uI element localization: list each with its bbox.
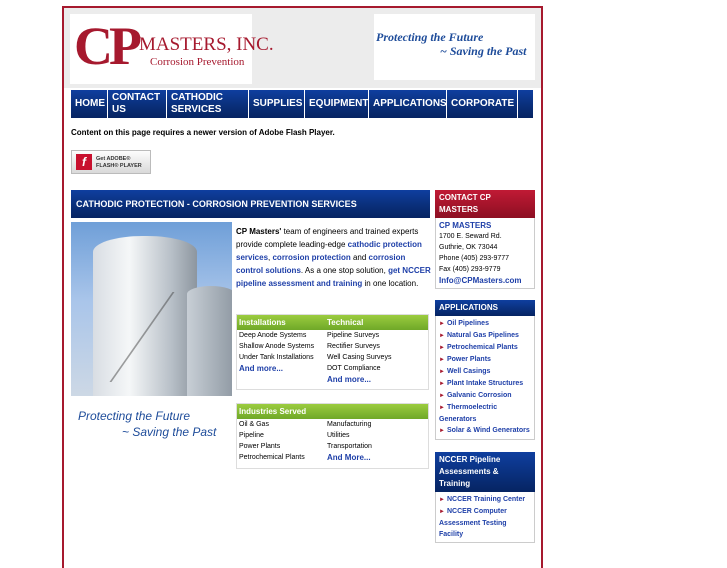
- flash-message: Content on this page requires a newer version of Adobe Flash Player.: [71, 128, 335, 137]
- nccer-panel: [435, 452, 535, 543]
- services-table: [236, 314, 429, 390]
- contact-phone: Phone (405) 293-9777: [439, 255, 510, 262]
- nav-contact-us[interactable]: CONTACT US: [108, 90, 167, 118]
- tagline-banner: [374, 14, 535, 80]
- list-item[interactable]: [439, 494, 531, 506]
- industries-more-link[interactable]: And More...: [327, 453, 371, 462]
- contact-panel-title: CONTACT CP MASTERS: [435, 190, 535, 218]
- table-cell: Oil & Gas: [239, 421, 269, 428]
- header: [64, 8, 541, 88]
- table-row: [237, 441, 428, 452]
- nav-end-cap: [518, 90, 534, 118]
- arrow-icon: ►: [439, 321, 445, 327]
- contact-panel-body: [435, 218, 535, 289]
- tagline-line-2: ~ Saving the Past: [440, 44, 527, 58]
- application-link[interactable]: Petrochemical Plants: [446, 344, 518, 351]
- nav-equipment[interactable]: EQUIPMENT: [305, 90, 369, 118]
- application-link[interactable]: Natural Gas Pipelines: [446, 332, 519, 339]
- table-cell: Deep Anode Systems: [239, 332, 307, 339]
- nav-applications[interactable]: APPLICATIONS: [369, 90, 447, 118]
- arrow-icon: ►: [439, 509, 445, 515]
- applications-panel-title: APPLICATIONS: [435, 300, 535, 316]
- contact-panel: [435, 190, 535, 289]
- page-frame: [62, 6, 543, 568]
- contact-email-link[interactable]: Info@CPMasters.com: [439, 276, 522, 285]
- industries-table: [236, 403, 429, 469]
- logo-letters: CP: [74, 16, 138, 76]
- arrow-icon: ►: [439, 357, 445, 363]
- link-nccer-pipeline[interactable]: get NCCER pipeline assessment and training: [236, 266, 431, 288]
- applications-list: [435, 316, 535, 440]
- tagline-line-1: Protecting the Future: [376, 30, 484, 44]
- link-corrosion-protection[interactable]: corrosion protection: [272, 253, 351, 262]
- table-row: [237, 452, 428, 463]
- flash-logo-icon: f: [76, 154, 92, 170]
- list-item[interactable]: [439, 506, 531, 540]
- list-item[interactable]: [439, 378, 531, 390]
- list-item[interactable]: [439, 390, 531, 402]
- list-item[interactable]: [439, 342, 531, 354]
- nav-cathodic-services[interactable]: CATHODIC SERVICES: [167, 90, 249, 118]
- table-cell: Pipeline: [239, 432, 264, 439]
- header-industries-served: Industries Served: [239, 407, 307, 416]
- industries-table-header: [237, 404, 428, 419]
- storage-tank-photo: [71, 222, 232, 396]
- list-item[interactable]: [439, 354, 531, 366]
- nccer-link[interactable]: NCCER Computer Assessment Testing Facility: [439, 508, 507, 538]
- table-cell: Well Casing Surveys: [327, 354, 392, 361]
- application-link[interactable]: Thermoelectric Generators: [439, 404, 498, 423]
- flash-button-line-2: FLASH® PLAYER: [96, 163, 142, 169]
- company-logo[interactable]: [70, 14, 274, 84]
- slogan-line-2: ~ Saving the Past: [122, 425, 217, 439]
- contact-name: CP MASTERS: [439, 221, 492, 230]
- services-table-header: [237, 315, 428, 330]
- table-row: [237, 330, 428, 341]
- nav-home[interactable]: HOME: [71, 90, 108, 118]
- arrow-icon: ►: [439, 393, 445, 399]
- section-title: CATHODIC PROTECTION - CORROSION PREVENTION SERVICES: [71, 190, 430, 218]
- slogan-line-1: Protecting the Future: [78, 409, 191, 423]
- table-cell: Manufacturing: [327, 421, 372, 428]
- table-row: [237, 419, 428, 430]
- list-item[interactable]: [439, 402, 531, 425]
- table-cell: Power Plants: [239, 443, 281, 450]
- header-installations: Installations: [239, 318, 286, 327]
- nav-supplies[interactable]: SUPPLIES: [249, 90, 305, 118]
- intro-company: CP Masters': [236, 227, 282, 236]
- contact-address-1: 1700 E. Seward Rd.: [439, 233, 502, 240]
- intro-text-1: team of engineers and trained experts provide complete leading-edge: [236, 227, 419, 249]
- link-corrosion-control[interactable]: corrosion control solutions: [236, 253, 406, 275]
- logo-company-sub: Corrosion Prevention: [150, 56, 245, 68]
- intro-text-5: in one location.: [362, 279, 419, 288]
- contact-address-2: Guthrie, OK 73044: [439, 244, 498, 251]
- table-row: [237, 430, 428, 441]
- arrow-icon: ►: [439, 381, 445, 387]
- application-link[interactable]: Solar & Wind Generators: [446, 427, 530, 434]
- nccer-link[interactable]: NCCER Training Center: [446, 496, 526, 503]
- application-link[interactable]: Plant Intake Structures: [446, 380, 524, 387]
- list-item[interactable]: [439, 318, 531, 330]
- link-cathodic-protection-services[interactable]: cathodic protection services: [236, 240, 422, 262]
- application-link[interactable]: Power Plants: [446, 356, 491, 363]
- applications-panel: [435, 300, 535, 440]
- intro-paragraph: [236, 225, 432, 290]
- arrow-icon: ►: [439, 369, 445, 375]
- table-cell: Pipeline Surveys: [327, 332, 380, 339]
- main-nav: [71, 90, 534, 118]
- arrow-icon: ►: [439, 497, 445, 503]
- nccer-panel-title: NCCER Pipeline Assessments & Training: [435, 452, 535, 492]
- list-item[interactable]: [439, 425, 531, 437]
- header-technical: Technical: [327, 318, 364, 327]
- technical-more-link[interactable]: And more...: [327, 375, 372, 384]
- arrow-icon: ►: [439, 345, 445, 351]
- arrow-icon: ►: [439, 405, 445, 411]
- intro-text-3: and: [350, 253, 369, 262]
- table-row: [237, 352, 428, 363]
- application-link[interactable]: Well Casings: [446, 368, 491, 375]
- table-row: [237, 341, 428, 352]
- list-item[interactable]: [439, 330, 531, 342]
- table-cell: DOT Compliance: [327, 365, 381, 372]
- list-item[interactable]: [439, 366, 531, 378]
- application-link[interactable]: Galvanic Corrosion: [446, 392, 512, 399]
- table-row: [237, 374, 428, 385]
- application-link[interactable]: Oil Pipelines: [446, 320, 489, 327]
- table-cell: Transportation: [327, 443, 372, 450]
- nccer-list: [435, 492, 535, 543]
- flash-button-line-1: Get ADOBE®: [96, 156, 131, 162]
- table-cell: Under Tank Installations: [239, 354, 314, 361]
- table-row: [237, 363, 428, 374]
- get-flash-player-button[interactable]: [71, 150, 151, 174]
- contact-fax: Fax (405) 293-9779: [439, 266, 501, 273]
- table-cell: Shallow Anode Systems: [239, 343, 315, 350]
- intro-text-2: ,: [268, 253, 273, 262]
- table-cell: Utilities: [327, 432, 350, 439]
- table-cell: Petrochemical Plants: [239, 454, 305, 461]
- installations-more-link[interactable]: And more...: [239, 364, 284, 373]
- intro-text-4: . As a one stop solution,: [300, 266, 389, 275]
- flash-button-text: [96, 156, 142, 170]
- arrow-icon: ►: [439, 428, 445, 434]
- nav-corporate[interactable]: CORPORATE: [447, 90, 518, 118]
- table-cell: Rectifier Surveys: [327, 343, 380, 350]
- logo-company-name: MASTERS, INC.: [139, 34, 274, 55]
- arrow-icon: ►: [439, 333, 445, 339]
